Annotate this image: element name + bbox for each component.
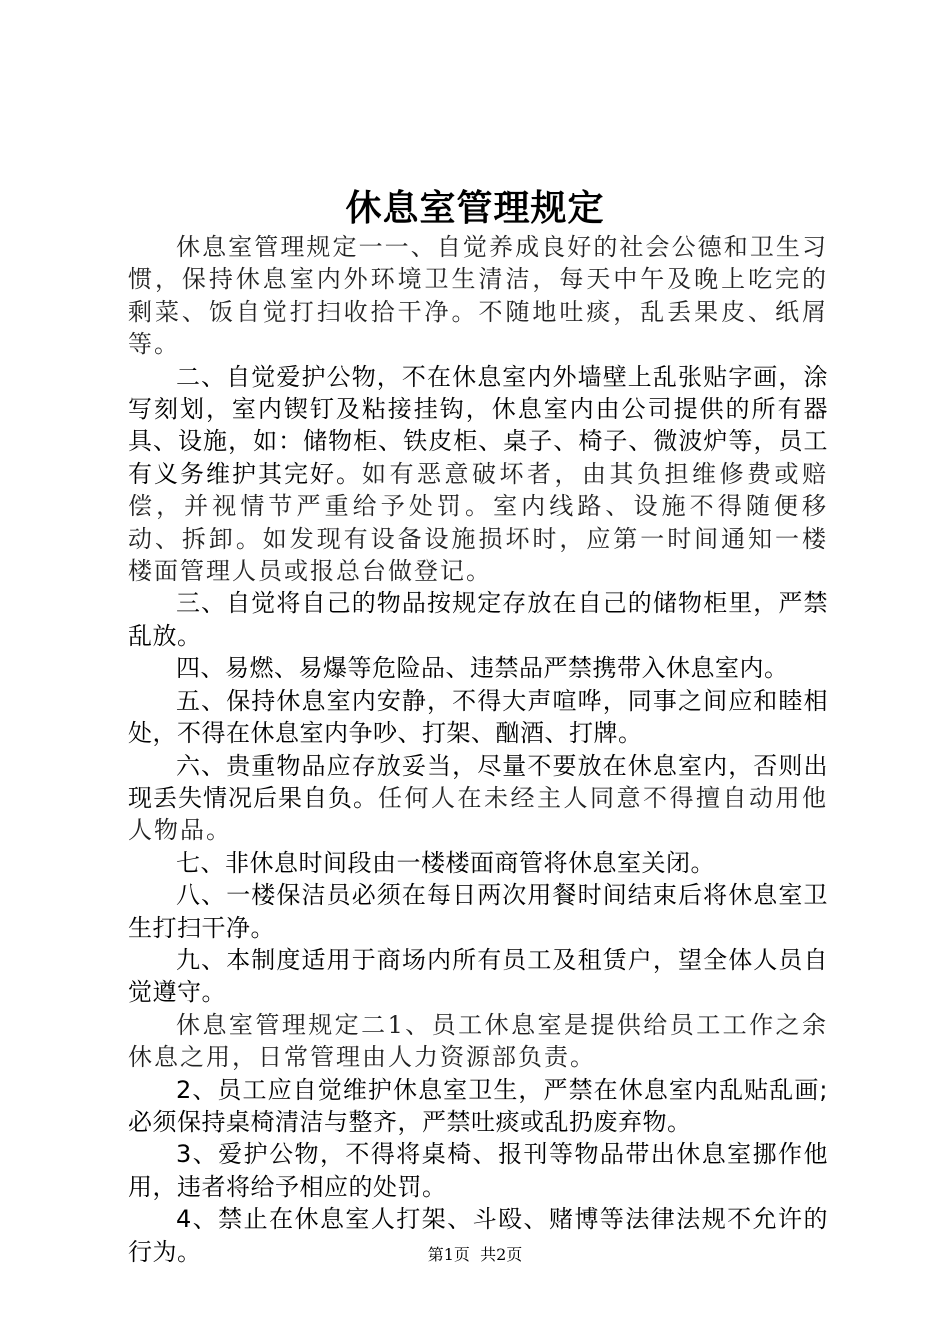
paragraph	[128, 588, 828, 653]
paragraph-text: 六、贵重物品应存放妥当，尽量不要放在休息室内，否则出现丢失情况后果自负。	[128, 751, 828, 812]
paragraph-text: 3、爱护公物，不得将桌椅、报刊等物品带出休息室挪作他用，违者将给予相应的处罚。	[128, 1140, 828, 1201]
paragraph-text: 任何人在未经主人同意不得擅自动用他人物品。	[128, 783, 828, 845]
paragraph-text: 三、自觉将自己的物品按规定存放在自己的储物柜里，严禁乱放。	[128, 589, 828, 650]
paragraph	[128, 751, 828, 848]
paragraph	[128, 232, 828, 362]
paragraph-text: 七、非休息时间段由一楼楼面商管将休息室关闭。	[176, 848, 715, 877]
document-title: 休息室管理规定	[345, 187, 605, 229]
paragraph-text: 二、自觉爱护公物，不在休息室内外墙壁上乱张贴字画，涂写刻划，室内锲钉及粘接挂钩，休息室内由公司提供的所有器具、设施，如：储物柜、铁皮柜、桌子、椅子、微波炉等，员工有义务维护其完好。	[128, 362, 828, 488]
paragraph-text: 4、禁止在休息室人打架、斗殴、赌博等法律法规不允许的行为。	[128, 1205, 828, 1266]
paragraph	[128, 945, 828, 1010]
paragraph	[128, 653, 828, 685]
paragraph	[128, 1075, 828, 1140]
paragraph-text: 如有恶意破坏者，由其负担维修费或赔偿，并视情节严重给予处罚。室内线路、设施不得随便移动、拆卸。如发现有设备设施损坏时，应第一时间通知一楼楼面管理人员或报总台做登记。	[128, 459, 828, 586]
paragraph	[128, 880, 828, 945]
paragraph-text: 2、员工应自觉维护休息室卫生，严禁在休息室内乱贴乱画;必须保持桌椅清洁与整齐，严禁吐痰或乱扔废弃物。	[128, 1075, 828, 1136]
paragraph-text: 九、本制度适用于商场内所有员工及租赁户，望全体人员自觉遵守。	[128, 945, 828, 1007]
page-footer	[0, 1244, 950, 1266]
page-number-label: 第1页 共2页	[427, 1245, 523, 1264]
paragraph-text: 休息室管理规定二1、员工休息室是提供给员工工作之余休息之用，日常管理由人力资源部负责。	[128, 1010, 828, 1072]
paragraph	[128, 1010, 828, 1075]
paragraph-text: 四、易燃、易爆等危险品、违禁品严禁携带入休息室内。	[176, 654, 789, 683]
paragraph	[128, 1139, 828, 1204]
paragraph-text: 五、保持休息室内安静，不得大声喧哗，同事之间应和睦相处，不得在休息室内争吵、打架、酗酒、打牌。	[128, 686, 828, 748]
paragraph	[128, 362, 828, 589]
paragraph-text: 八、一楼保洁员必须在每日两次用餐时间结束后将休息室卫生打扫干净。	[128, 881, 828, 942]
paragraph	[128, 686, 828, 751]
document-body	[128, 232, 828, 1269]
paragraph-text: 休息室管理规定一一、自觉养成良好的社会公德和卫生习惯，保持休息室内外环境卫生清洁，每天中午及晚上吃完的剩菜、饭自觉打扫收拾干净。不随地吐痰，乱丢果皮、纸屑等。	[128, 233, 828, 359]
paragraph	[128, 848, 828, 880]
